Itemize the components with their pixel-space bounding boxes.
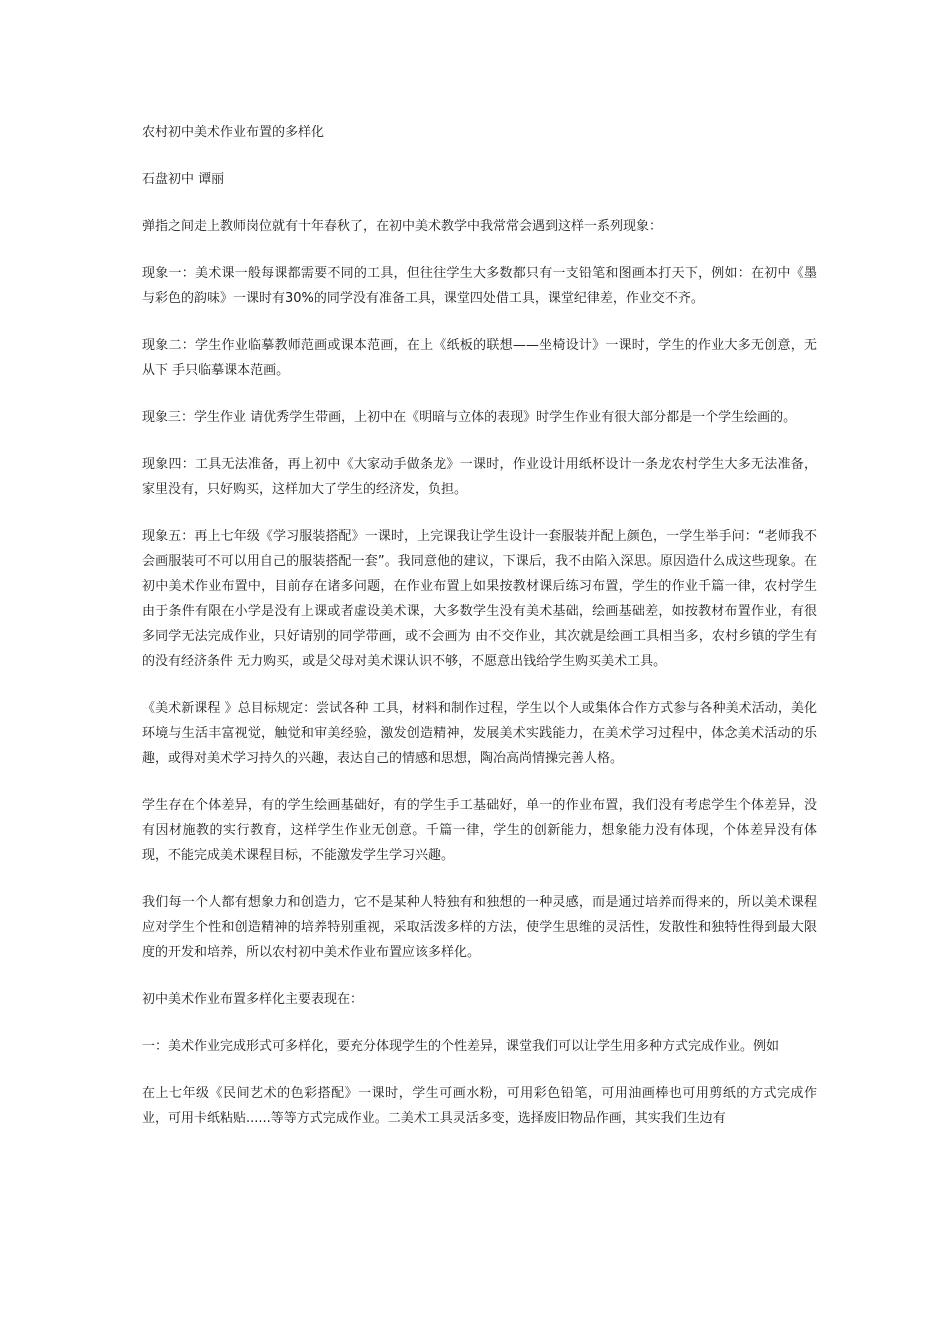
paragraph-phenomenon-2: 现象二：学生作业临摹教师范画或课本范画，在上《纸板的联想——坐椅设计》一课时，学生的作业大多无创意，无从下 手只临摹课本范画。: [142, 338, 817, 378]
document-body: [142, 120, 817, 1153]
paragraph-curriculum-goal: 《美术新课程 》总目标规定：尝试各种 工具，材料和制作过程，学生以个人或集体合作方式参与各种美术活动，美化环境与生活丰富视觉，触觉和审美经验，激发创造精神，发展美术实践能力，在美术学习过程中，体念美术活动的乐趣，或得对美术学习持久的兴趣，表达自己的情感和思想，陶冶高尚情操完善人格。: [142, 701, 817, 766]
paragraph-creativity: 我们每一个人都有想象力和创造力，它不是某种人特独有和独想的一种灵感，而是通过培养而得来的，所以美术课程应对学生个性和创造精神的培养特别重视，采取活泼多样的方法，使学生思维的灵活性，发散性和独特性得到最大限度的开发和培养，所以农村初中美术作业布置应该多样化。: [142, 895, 817, 960]
document-author: 石盘初中 谭丽: [142, 172, 225, 187]
paragraph-phenomenon-5: 现象五：再上七年级《学习服装搭配》一课时，上完课我让学生设计一套服装并配上颜色，一学生举手问：“老师我不会画服装可不可以用自己的服装搭配一套”。我同意他的建议，下课后，我不由陷入深思。原因造什么成这些现象。在初中美术作业布置中，目前存在诸多问题，在作业布置上如果按教材课后练习布置，学生的作业千篇一律，农村学生由于条件有限在小学是没有上课或者虚设美术课，大多数学生没有美术基础，绘画基础差，如按教材布置作业，有很多同学无法完成作业，只好请别的同学带画，或不会画为 由不交作业，其次就是绘画工具相当多，农村乡镇的学生有的没有经济条件 无力购买，或是父母对美术课认识不够，不愿意出钱给学生购买美术工具。: [142, 529, 817, 669]
paragraph-intro: 弹指之间走上教师岗位就有十年春秋了，在初中美术教学中我常常会遇到这样一系列现象：: [142, 219, 663, 234]
document-title: 农村初中美术作业布置的多样化: [142, 125, 325, 140]
paragraph-individual-differences: 学生存在个体差异，有的学生绘画基础好，有的学生手工基础好，单一的作业布置，我们没有考虑学生个体差异，没有因材施教的实行教育，这样学生作业无创意。千篇一律，学生的创新能力，想象能力没有体现，个体差异没有体现，不能完成美术课程目标，不能激发学生学习兴趣。: [142, 798, 817, 863]
paragraph-main-points-heading: 初中美术作业布置多样化主要表现在：: [142, 992, 364, 1007]
paragraph-phenomenon-4: 现象四：工具无法准备，再上初中《大家动手做条龙》一课时，作业设计用纸杯设计一条龙农村学生大多无法准备，家里没有，只好购买，这样加大了学生的经济发，负担。: [142, 457, 817, 497]
paragraph-phenomenon-1: 现象一：美术课一般每课都需要不同的工具，但往往学生大多数都只有一支铅笔和图画本打天下，例如：在初中《墨与彩色的韵味》一课时有30%的同学没有准备工具，课堂四处借工具，课堂纪律差，作业交不齐。: [142, 266, 817, 306]
paragraph-point-one: 一：美术作业完成形式可多样化，要充分体现学生的个性差异，课堂我们可以让学生用多种方式完成作业。例如: [142, 1039, 780, 1054]
paragraph-phenomenon-3: 现象三：学生作业 请优秀学生带画，上初中在《明暗与立体的表现》时学生作业有很大部分都是一个学生绘画的。: [142, 410, 797, 425]
paragraph-example: 在上七年级《民间艺术的色彩搭配》一课时，学生可画水粉，可用彩色铅笔，可用油画棒也可用剪纸的方式完成作业，可用卡纸粘贴......等等方式完成作业。二美术工具灵活多变，选择废旧物品作画，其实我们生边有: [142, 1086, 817, 1126]
